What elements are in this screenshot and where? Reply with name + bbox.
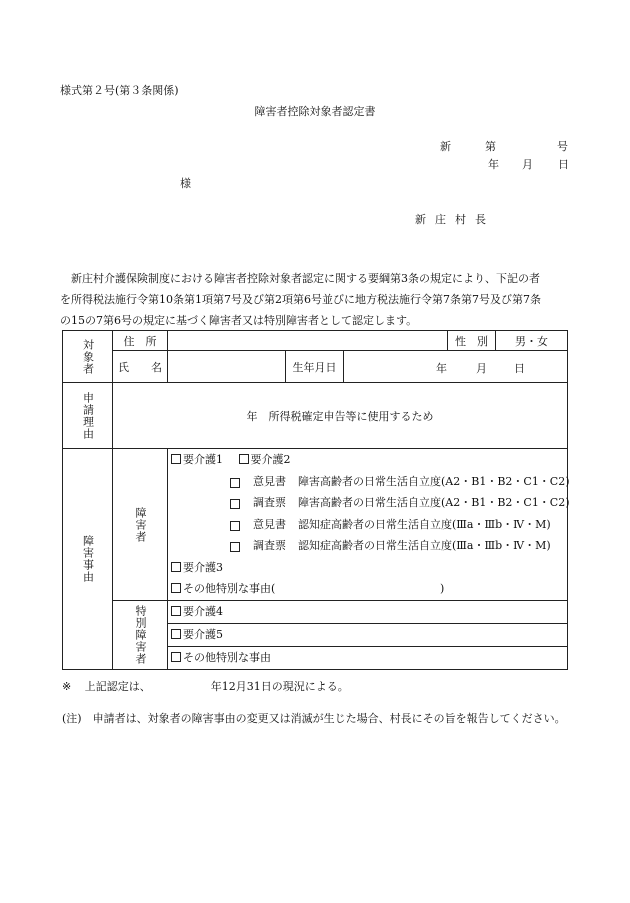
sub-item-3-type: 意見書 <box>253 517 286 531</box>
sub-item-1 <box>168 471 570 493</box>
special-disabled-label: 特別障害者 <box>134 605 147 665</box>
sub-item-2-checkbox[interactable] <box>230 499 240 509</box>
statement-line-2: を所得税法施行令第10条第1項第7号及び第2項第6号並びに地方税法施行令第7条第7号及び第7条 <box>60 293 541 306</box>
sub-item-1-desc: 障害高齢者の日常生活自立度(A2・B1・B2・C1・C2) <box>298 474 570 488</box>
statement-line-1: 新庄村介護保険制度における障害者控除対象者認定に関する要綱第3条の規定により、下記の者 <box>71 272 540 285</box>
other-reason-open: その他特別な事由( <box>183 582 276 595</box>
statement-line-3: の15の7第6号の規定に基づく障害者又は特別障害者として認定します。 <box>60 314 418 327</box>
disability-reason-label-cell <box>63 449 113 670</box>
birth-month: 月 <box>476 361 487 375</box>
sub-item-2-type: 調査票 <box>253 496 286 509</box>
note-reporting-text: (注) 申請者は、対象者の障害事由の変更又は消滅が生じた場合、村長にその旨を報告してください。 <box>62 712 566 725</box>
disabled-label: 障害者 <box>134 506 147 543</box>
certification-statement <box>60 268 575 331</box>
care-5-row <box>168 624 567 647</box>
special-label-cell <box>113 601 168 670</box>
reason-text: 年 所得税確定申告等に使用するため <box>113 383 568 449</box>
name-label: 氏 名 <box>113 351 168 383</box>
name-field[interactable] <box>168 351 286 383</box>
doc-number-dai: 第 <box>485 140 496 153</box>
care-2-label: 要介護2 <box>250 453 291 466</box>
birth-day: 日 <box>514 361 525 375</box>
certification-table <box>62 330 568 670</box>
sub-item-2-desc: 障害高齢者の日常生活自立度(A2・B1・B2・C1・C2) <box>298 496 570 509</box>
doc-number-prefix: 新 <box>440 140 451 153</box>
issuer-name: 新庄村長 <box>415 213 495 226</box>
address-field[interactable] <box>168 331 448 351</box>
note-suffix: 年12月31日の現況による。 <box>210 680 349 693</box>
note-reporting <box>62 709 572 729</box>
care-3-label: 要介護3 <box>183 560 223 574</box>
subject-label-cell <box>63 331 113 383</box>
care-4-checkbox[interactable] <box>171 606 181 616</box>
care-4-label: 要介護4 <box>183 605 223 618</box>
disabled-label-cell <box>113 449 168 601</box>
birthdate-field[interactable] <box>344 351 568 383</box>
reason-label-cell <box>63 383 113 449</box>
care-3-checkbox[interactable] <box>171 562 181 572</box>
issue-month: 月 <box>522 158 533 171</box>
page-title: 障害者控除対象者認定書 <box>254 105 376 118</box>
disabled-options <box>168 449 568 601</box>
sub-item-1-checkbox[interactable] <box>230 478 240 488</box>
form-number: 様式第２号(第３条関係) <box>60 84 179 97</box>
special-other-checkbox[interactable] <box>171 652 181 662</box>
other-reason-close: ) <box>440 582 445 595</box>
gender-label: 性 別 <box>448 331 496 351</box>
care-4-row <box>168 601 567 624</box>
sub-item-2 <box>168 492 570 514</box>
sub-item-4-type: 調査票 <box>253 539 286 552</box>
address-label: 住 所 <box>113 331 168 351</box>
birth-year: 年 <box>436 361 447 375</box>
sub-item-3-checkbox[interactable] <box>230 521 240 531</box>
care-1-2-row <box>168 449 567 471</box>
disability-reason-label: 障害事由 <box>81 535 95 583</box>
sub-item-3 <box>168 514 567 536</box>
care-5-label: 要介護5 <box>183 628 223 641</box>
doc-number-go: 号 <box>557 140 568 153</box>
sub-item-4-checkbox[interactable] <box>230 542 240 552</box>
sub-item-3-desc: 認知症高齢者の日常生活自立度(Ⅲa・Ⅲb・Ⅳ・M) <box>298 517 551 531</box>
note-prefix: 上記認定は、 <box>84 680 151 693</box>
issue-year: 年 <box>488 158 499 171</box>
care-1-checkbox[interactable] <box>171 454 181 464</box>
sub-item-4-desc: 認知症高齢者の日常生活自立度(Ⅲa・Ⅲb・Ⅳ・M) <box>298 539 551 552</box>
recipient-suffix: 様 <box>180 177 191 190</box>
other-reason-row <box>168 578 567 600</box>
subject-label: 対象者 <box>81 338 95 375</box>
gender-options[interactable]: 男・女 <box>496 331 568 351</box>
sub-item-1-type: 意見書 <box>253 474 286 488</box>
other-reason-checkbox[interactable] <box>171 583 181 593</box>
special-other-label: その他特別な事由 <box>183 651 271 664</box>
note-current-status <box>62 678 349 694</box>
special-other-row <box>168 647 567 669</box>
care-1-label: 要介護1 <box>183 453 223 466</box>
note-mark: ※ <box>62 680 72 693</box>
special-options <box>168 601 568 670</box>
reason-label: 申請理由 <box>81 391 95 440</box>
sub-item-4 <box>168 535 567 557</box>
care-5-checkbox[interactable] <box>171 629 181 639</box>
birthdate-label: 生年月日 <box>286 351 344 383</box>
issue-day: 日 <box>558 158 569 171</box>
care-2-checkbox[interactable] <box>239 454 249 464</box>
care-3-row <box>168 557 567 579</box>
